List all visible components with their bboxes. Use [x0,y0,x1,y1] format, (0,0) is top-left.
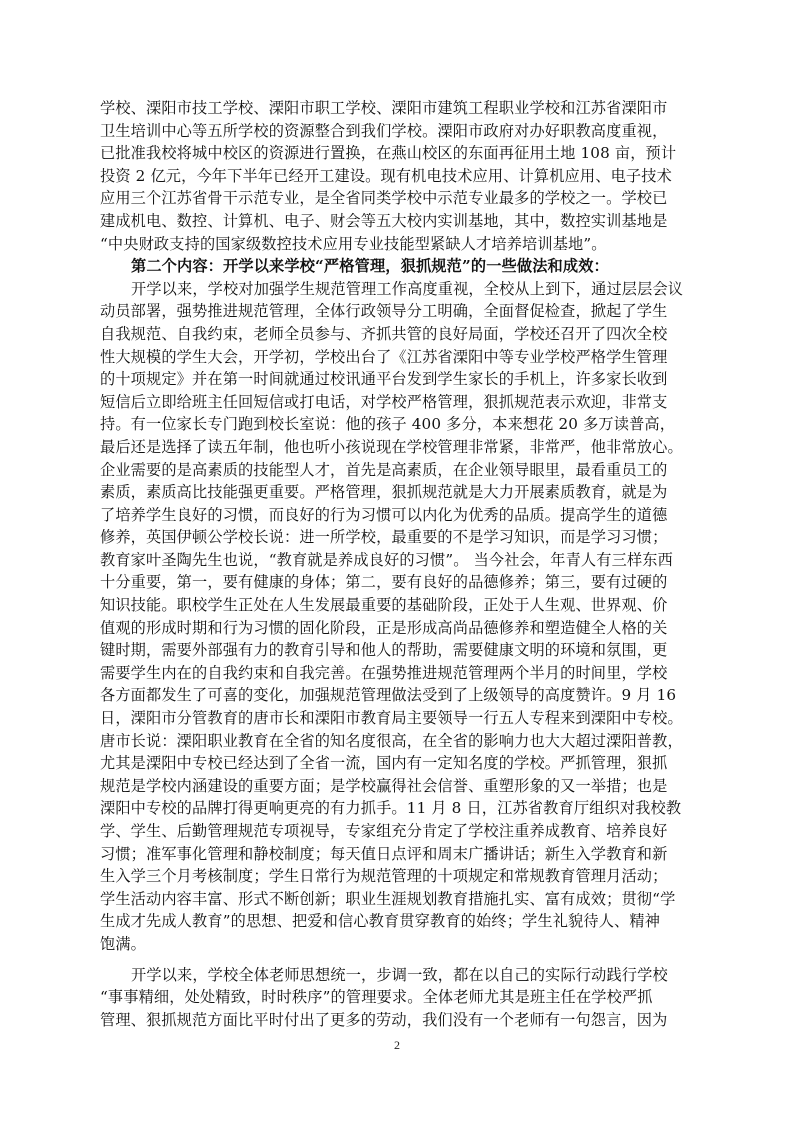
text-line: 企业需要的是高素质的技能型人才，首先是高素质，在企业领导眼里，最看重员工的 [100,460,668,479]
paragraph-3 [100,964,704,1032]
text-line: 生成才先成人教育”的思想、把爱和信心教育贯穿教育的始终；学生礼貌待人、精神 [100,912,661,931]
text-line: 开学以来，学校全体老师思想统一，步调一致，都在以自己的实际行动践行学校 [131,965,668,984]
text-line: 值观的形成时期和行为习惯的固化阶段，正是形成高尚品德修养和塑造健全人格的关 [100,618,668,637]
text-line: “中央财政支持的国家级数控技术应用专业技能型紧缺人才培养培训基地”。 [100,234,607,253]
text-line: 尤其是溧阳中专校已经达到了全省一流，国内有一定知名度的学校。严抓管理，狠抓 [100,754,668,773]
text-line: 溧阳中专校的品牌打得更响更亮的有力抓手。11 月 8 日，江苏省教育厅组织对我校教 [100,799,682,818]
text-line: 键时期，需要外部强有力的教育引导和他人的帮助，需要健康文明的环境和氛围，更 [100,641,668,660]
text-line: 需要学生内在的自我约束和自我完善。在强势推进规范管理两个半月的时间里，学校 [100,663,668,682]
text-line: 管理、狠抓规范方面比平时付出了更多的劳动，我们没有一个老师有一句怨言，因为 [100,1010,668,1029]
text-line: 知识技能。职校学生正处在人生发展最重要的基础阶段，正处于人生观、世界观、价 [100,596,668,615]
section-heading: 第二个内容：开学以来学校“严格管理，狠抓规范”的一些做法和成效： [131,257,609,276]
text-line: 应用三个江苏省骨干示范专业，是全省同类学校中示范专业最多的学校之一。学校已 [100,189,668,208]
text-line: 日，溧阳市分管教育的唐市长和溧阳市教育局主要领导一行五人专程来到溧阳中专校。 [100,709,683,728]
text-line: 学生活动内容丰富、形式不断创新；职业生涯规划教育措施扎实、富有成效；贯彻“学 [100,889,676,908]
text-line: 建成机电、数控、计算机、电子、财会等五大校内实训基地，其中，数控实训基地是 [100,211,668,230]
text-line: 的十项规定》并在第一时间就通过校讯通平台发到学生家长的手机上，许多家长收到 [100,370,668,389]
text-line: 学、学生、后勤管理规范专项视导，专家组充分肯定了学校注重养成教育、培养良好 [100,822,668,840]
text-line: 自我规范、自我约束，老师全员参与、齐抓共管的良好局面，学校还召开了四次全校 [100,324,668,343]
text-line: 唐市长说：溧阳职业教育在全省的知名度很高，在全省的影响力也大大超过溧阳普教， [100,731,683,750]
page-number: 2 [394,1038,400,1052]
text-line: 生入学三个月考核制度；学生日常行为规范管理的十项规定和常规教育管理月活动； [100,867,668,886]
text-line: 持。有一位家长专门跑到校长室说：他的孩子 400 多分，本来想花 20 多万读普高， [100,415,676,434]
text-line: 教育家叶圣陶先生也说，“教育就是养成良好的习惯”。 当今社会，年青人有三样东西 [100,550,673,569]
text-line: 各方面都发生了可喜的变化，加强规范管理做法受到了上级领导的高度赞许。9 月 16 [100,686,677,705]
text-line: 了培养学生良好的习惯，而良好的行为习惯可以内化为优秀的品质。提高学生的道德 [100,505,668,524]
text-line: 开学以来，学校对加强学生规范管理工作高度重视，全校从上到下，通过层层会议 [131,279,684,298]
text-line: 饱满。 [100,934,147,953]
text-line: 修养，英国伊顿公学校长说：进一所学校，最重要的不是学习知识，而是学习习惯； [100,528,668,547]
text-line: 卫生培训中心等五所学校的资源整合到我们学校。溧阳市政府对办好职教高度重视， [100,121,668,140]
text-line: 学校、溧阳市技工学校、溧阳市职工学校、溧阳市建筑工程职业学校和江苏省溧阳市 [100,99,668,117]
text-line: 规范是学校内涵建设的重要方面；是学校赢得社会信誉、重塑形象的又一举措；也是 [100,776,668,795]
text-line: 短信后立即给班主任回短信或打电话，对学校严格管理，狠抓规范表示欢迎，非常支 [100,392,668,411]
text-line: 习惯；准军事化管理和静校制度；每天值日点评和周末广播讲话；新生入学教育和新 [100,844,668,863]
text-line: 十分重要，第一，要有健康的身体；第二，要有良好的品德修养；第三，要有过硬的 [100,573,668,592]
text-line: 性大规模的学生大会，开学初，学校出台了《江苏省溧阳中等专业学校严格学生管理 [100,347,668,366]
text-line: “事事精细，处处精致，时时秩序”的管理要求。全体老师尤其是班主任在学校严抓 [100,988,653,1007]
paragraph-1 [100,97,704,255]
text-line: 最后还是选择了读五年制，他也听小孩说现在学校管理非常紧，非常严，他非常放心。 [100,437,683,456]
text-line: 素质，素质高比技能强更重要。严格管理，狠抓规范就是大力开展素质教育，就是为 [100,483,668,502]
document-page [100,97,704,1031]
paragraph-2 [100,278,704,956]
text-line: 已批准我校将城中校区的资源进行置换，在燕山校区的东面再征用土地 108 亩，预计 [100,144,677,163]
paragraph-spacing [100,956,704,964]
text-line: 投资 2 亿元，今年下半年已经开工建设。现有机电技术应用、计算机应用、电子技术 [100,166,672,185]
text-line: 动员部署，强势推进规范管理，全体行政领导分工明确，全面督促检查，掀起了学生 [100,302,668,321]
